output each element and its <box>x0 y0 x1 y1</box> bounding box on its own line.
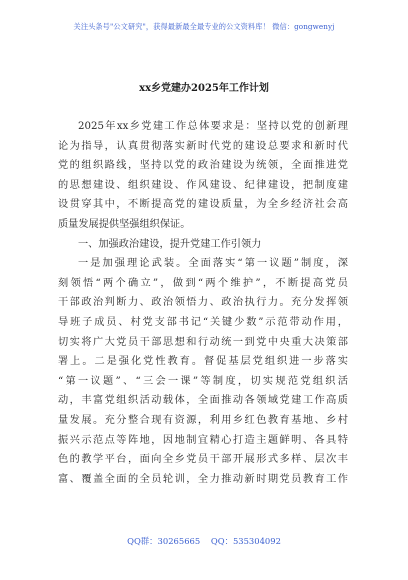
body-line: 的思想建设、组织建设、作风建设、纪律建设，把制度建 <box>58 179 348 191</box>
body-line: 刻领悟“两个确立”，做到“两个维护”，不断提高党员 <box>58 277 348 289</box>
header-banner: 关注头条号"公文研究"，获得最新最全最专业的公文资料库！ 微信：gongwenyj <box>73 22 335 31</box>
body-line: 富、覆盖全面的全员轮训，全力推动新时期党员教育工作 <box>58 473 348 485</box>
body-line: 色的教学平台，面向全乡党员干部开展形式多样、层次丰 <box>58 454 348 466</box>
body-line: 切实将广大党员干部思想和行动统一到党中央重大决策部 <box>58 336 348 348</box>
footer-contact: QQ群：30265665 QQ：535304092 <box>127 536 281 546</box>
body-line: 干部政治判断力、政治领悟力、政治执行力。充分发挥领 <box>58 297 348 309</box>
body-line: 振兴示范点等阵地，因地制宜精心打造主题鲜明、各具特 <box>58 434 348 446</box>
body-line: 导班子成员、村党支部书记“关键少数”示范带动作用， <box>58 316 348 328</box>
section-heading: 一、加强政治建设，提升党建工作引领力 <box>78 238 262 250</box>
body-line: 动，丰富党组织活动载体，全面推动各领域党建工作高质 <box>58 395 348 407</box>
body-line: 党的组织路线，坚持以党的政治建设为统领，全面推进党 <box>58 160 348 172</box>
body-line: 量发展。充分整合现有资源，利用乡红色教育基地、乡村 <box>58 414 348 426</box>
body-line: 署上。二是强化党性教育。督促基层党组织进一步落实 <box>58 356 348 368</box>
document-body <box>58 117 348 489</box>
body-line: 论为指导，认真贯彻落实新时代党的建设总要求和新时代 <box>58 140 348 152</box>
document-title: xx乡党建办2025年工作计划 <box>139 83 269 94</box>
body-line: 设贯穿其中，不断提高党的建设质量，为全乡经济社会高 <box>58 199 348 211</box>
body-line: 一是加强理论武装。全面落实“第一议题”制度，深 <box>78 258 348 270</box>
body-line: 质量发展提供坚强组织保证。 <box>58 218 191 230</box>
body-line: 2025年xx乡党建工作总体要求是：坚持以党的创新理 <box>78 121 348 132</box>
body-line: “第一议题”、“三会一课”等制度，切实规范党组织活 <box>58 375 348 387</box>
